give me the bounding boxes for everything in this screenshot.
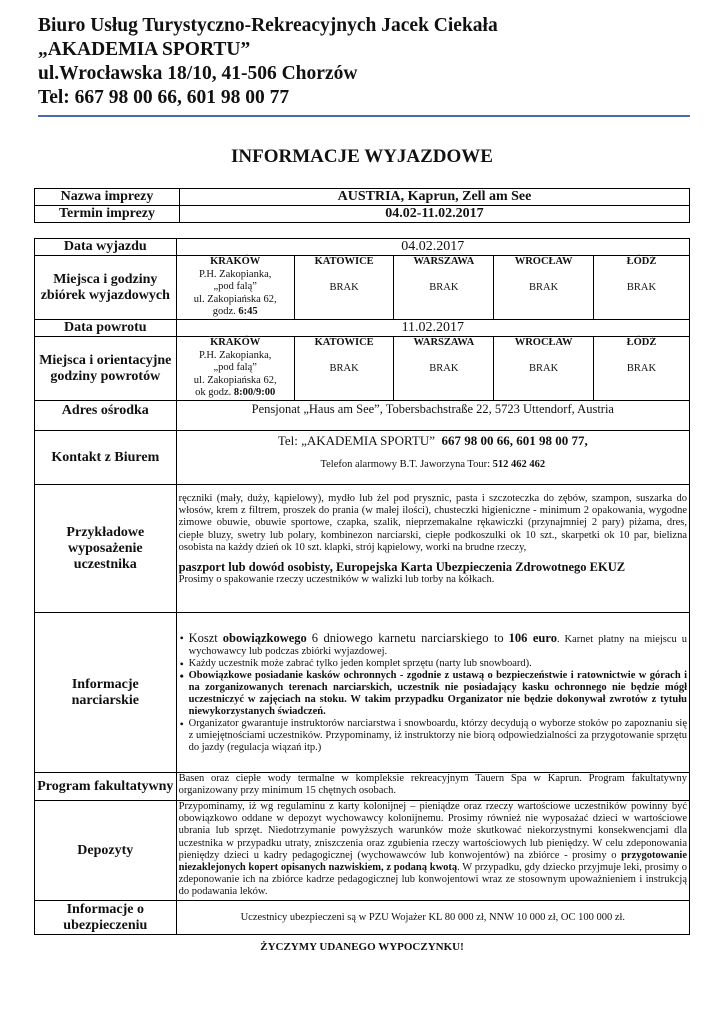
return-city-lodz xyxy=(593,337,689,401)
alarm-phone-prefix: Telefon alarmowy B.T. Jaworzyna Tour: xyxy=(320,459,491,470)
city-name: KRAKÓW xyxy=(210,337,261,348)
departure-date-value: 04.02.2017 xyxy=(176,239,689,256)
return-city-warszawa xyxy=(394,337,494,401)
city-name: KATOWICE xyxy=(314,337,374,348)
departure-places-label: Miejsca i godziny zbiórek wyjazdowych xyxy=(35,256,177,320)
header-divider xyxy=(38,115,690,117)
city-name: WROCŁAW xyxy=(514,256,573,267)
contact-tel-prefix: Tel: „AKADEMIA SPORTU” xyxy=(277,433,436,448)
krakow-place-line: P.H. Zakopianka, xyxy=(199,349,272,361)
city-name: KATOWICE xyxy=(314,256,374,267)
return-time: 8:00/9:00 xyxy=(233,387,276,398)
address-label: Adres ośrodka xyxy=(35,401,177,431)
contact-label: Kontakt z Biurem xyxy=(35,431,177,485)
alarm-phone-number: 512 462 462 xyxy=(492,459,546,470)
event-name-value: AUSTRIA, Kaprun, Zell am See xyxy=(180,189,690,206)
krakow-place-line: P.H. Zakopianka, xyxy=(199,268,272,280)
time-prefix: ok godz. xyxy=(195,387,232,398)
city-name: ŁÓDŹ xyxy=(626,337,657,348)
deposits-text-end: . W przypadku, gdy dziecko przyjmuje leki, prosimy o zdeponowanie ich na zbiórce kadrze pedagogicznej lub konwojentowi wraz ze stosownym upoważnieniem i instrukcją do podawania leków. xyxy=(178,862,688,898)
departure-time: 6:45 xyxy=(238,306,258,317)
company-phone: Tel: 667 98 00 66, 601 98 00 77 xyxy=(38,87,290,108)
departure-city-lodz xyxy=(593,256,689,320)
return-places-label: Miejsca i orientacyjne godziny powrotów xyxy=(35,337,177,401)
equipment-list: ręczniki (mały, duży, kąpielowy), mydło lub żel pod prysznic, pasta i szczoteczka do zębów, szampon, suszarka do włosów, krem z filtrem, proszek do prania (w małej ilości), chusteczki higieniczne - minimum 2 opakowania, wygodne zimowe obuwie, obuwie sportowe, czapka, szalik, nieprzemakalne rękawiczki (przynajmniej 2 pary) piżama, dres, ciepłe bluzy, swetry lub polary, kombinezon narciarski, ciepłe podkoszulki ok 10 szt., skarpetki ok 10 par, bielizna osobista na każdy dzień ok 10 szt. klapki, strój kąpielowy, worki na brudne rzeczy, xyxy=(178,493,687,553)
list-item: • Koszt obowiązkowego 6 dniowego karnetu narciarskiego to 106 euro. Karnet płatny na miejscu u wychowawcy lub podczas zbiórki wyjazdowej. xyxy=(189,632,687,658)
return-city-wroclaw xyxy=(494,337,594,401)
city-value: BRAK xyxy=(529,281,559,293)
deposits-label: Depozyty xyxy=(35,801,177,901)
city-value: BRAK xyxy=(626,281,657,293)
city-value: BRAK xyxy=(329,362,359,374)
info-table xyxy=(34,238,690,935)
return-city-katowice xyxy=(294,337,394,401)
city-value: BRAK xyxy=(529,362,559,374)
company-header xyxy=(38,14,690,110)
equipment-label: Przykładowe wyposażenie uczestnika xyxy=(35,485,177,613)
address-value: Pensjonat „Haus am See”, Tobersbachstraße 22, 5723 Uttendorf, Austria xyxy=(176,401,689,431)
company-brand: „AKADEMIA SPORTU” xyxy=(38,39,251,60)
ski-label: Informacje narciarskie xyxy=(35,613,177,773)
city-name: WARSZAWA xyxy=(413,337,475,348)
deposits-text-bold: przygotowanie niezaklejonych kopert opisanych nazwiskiem, z podaną kwotą xyxy=(178,849,688,874)
return-krakow xyxy=(176,337,294,401)
event-term-label: Termin imprezy xyxy=(35,206,180,223)
contact-tel-numbers: 667 98 00 66, 601 98 00 77, xyxy=(441,433,588,448)
equipment-documents: paszport lub dowód osobisty, Europejska Karta Ubezpieczenia Zdrowotnego EKUZ xyxy=(178,560,626,575)
return-date-value: 11.02.2017 xyxy=(176,320,689,337)
krakow-place-line: ul. Zakopiańska 62, xyxy=(193,293,277,305)
krakow-place-line: ul. Zakopiańska 62, xyxy=(193,374,277,386)
departure-city-wroclaw xyxy=(494,256,594,320)
city-value: BRAK xyxy=(429,281,459,293)
time-prefix: godz. xyxy=(212,306,236,317)
departure-date-label: Data wyjazdu xyxy=(35,239,177,256)
departure-city-katowice xyxy=(294,256,394,320)
ski-value xyxy=(176,613,689,773)
page-title: INFORMACJE WYJAZDOWE xyxy=(231,146,493,167)
krakow-place-line: „pod falą” xyxy=(213,362,257,373)
event-term-value: 04.02-11.02.2017 xyxy=(180,206,690,223)
closing-wish: ŻYCZYMY UDANEGO WYPOCZYNKU! xyxy=(260,941,464,953)
equipment-value xyxy=(176,485,689,613)
krakow-place-line: „pod falą” xyxy=(213,281,257,292)
contact-value xyxy=(176,431,689,485)
return-date-label: Data powrotu xyxy=(35,320,177,337)
city-name: KRAKÓW xyxy=(210,256,261,267)
departure-krakow xyxy=(176,256,294,320)
city-name: WARSZAWA xyxy=(413,256,475,267)
event-name-label: Nazwa imprezy xyxy=(35,189,180,206)
list-item: • Obowiązkowe posiadanie kasków ochronnych - zgodnie z ustawą o bezpieczeństwie i ratownictwie w górach i na zorganizowanych terenach narciarskich, uczestnik nie posiadający kasku ochronnego nie będzie mógł uczestniczyć w zajęciach na stoku. W takim przypadku Organizator nie będzie dokonywał zwrotów z tytułu niewykorzystanych świadczeń. xyxy=(189,670,687,718)
equipment-note: Prosimy o spakowanie rzeczy uczestników w walizki lub torby na kółkach. xyxy=(178,574,495,586)
city-value: BRAK xyxy=(626,362,657,374)
list-item: • Organizator gwarantuje instruktorów narciarstwa i snowboardu, którzy decydują o wyborze stoków po zapoznaniu się z umiejętnościami uczestników. Przypominamy, iż instruktorzy nie biorą odpowiedzialności za przygotowanie sprzętu do jazdy (regulacja wiązań itp.) xyxy=(189,718,687,754)
insurance-value: Uczestnicy ubezpieczeni są w PZU Wojażer KL 80 000 zł, NNW 10 000 zł, OC 100 000 zł. xyxy=(176,901,689,935)
departure-city-warszawa xyxy=(394,256,494,320)
optional-value: Basen oraz ciepłe wody termalne w kompleksie rekreacyjnym Tauern Spa w Kaprun. Program fakultatywny organizowany przy minimum 15 chętnych osobach. xyxy=(176,773,689,801)
company-name: Biuro Usług Turystyczno-Rekreacyjnych Jacek Ciekała xyxy=(38,15,498,36)
optional-label: Program fakultatywny xyxy=(35,773,177,801)
company-address: ul.Wrocławska 18/10, 41-506 Chorzów xyxy=(38,63,358,84)
deposits-value xyxy=(176,801,689,901)
list-item: • Każdy uczestnik może zabrać tylko jeden komplet sprzętu (narty lub snowboard). xyxy=(189,658,687,670)
city-value: BRAK xyxy=(329,281,359,293)
event-table xyxy=(34,188,690,223)
deposits-text: Przypominamy, iż wg regulaminu z karty kolonijnej – pieniądze oraz rzeczy wartościowe uczestników powinny być obowiązkowo oddane w depozyt wychowawcy kolonijnemu. Prosimy również nie wyposażać dzieci w wartościowe ubrania lub sprzęt. Niedotrzymanie powyższych warunków może skutkować niekorzystnymi konsekwencjami dla uczestnika w przypadku utraty, zniszczenia oraz zgubienia rzeczy wartościowych lub pieniędzy. W celu zdeponowania pieniędzy dzieci u kadry pedagogicznej (wychowawców lub konwojentów) na zbiórce - prosimy o xyxy=(178,801,687,861)
city-name: ŁÓDŹ xyxy=(626,256,657,267)
city-name: WROCŁAW xyxy=(514,337,573,348)
insurance-label: Informacje o ubezpieczeniu xyxy=(35,901,177,935)
city-value: BRAK xyxy=(429,362,459,374)
ski-info-list xyxy=(179,632,687,754)
